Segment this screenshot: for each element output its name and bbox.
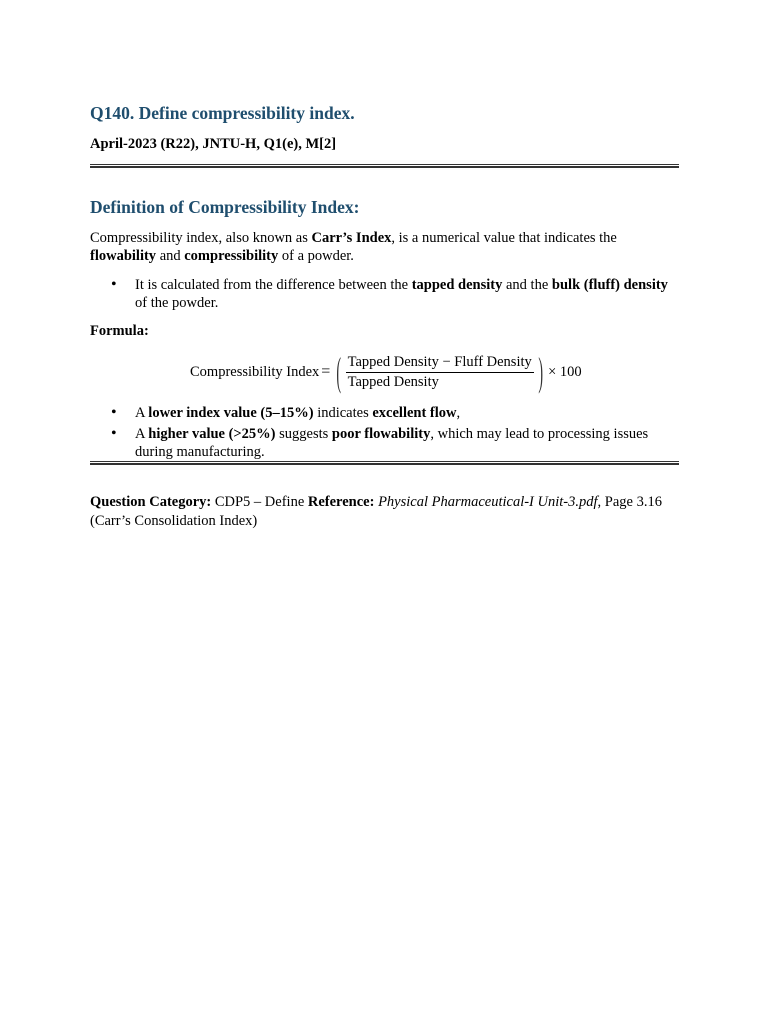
intro-bold-carrs-index: Carr’s Index [311,230,392,246]
bullet1-bold-bulk-density: bulk (fluff) density [551,277,668,293]
divider-bottom [90,461,679,465]
bullet3-text-2: suggests [275,426,332,442]
list-item [90,425,679,461]
bullet3-bold-poor-flowability: poor flowability [331,426,431,442]
intro-bold-flowability: flowability [90,248,157,264]
reference-details: , Page 3.16 (Carr’s Consolidation Index) [90,494,662,529]
formula [190,351,582,393]
bullet1-text-2: and the [502,277,552,293]
reference-file: Physical Pharmaceutical-I Unit-3.pdf [378,494,598,510]
category-value: CDP5 – Define [211,494,308,510]
bullet2-text-1: A [135,405,149,421]
formula-denominator: Tapped Density [347,373,439,390]
intro-text-2: , is a numerical value that indicates the [391,230,617,246]
formula-label: Formula: [90,323,149,339]
bullet-icon: • [111,276,117,293]
category-label: Question Category: [90,494,212,510]
intro-text-1: Compressibility index, also known as [90,230,312,246]
question-footer [90,493,679,531]
interpretation-bullet-list [90,404,679,461]
right-paren-icon: ) [538,349,543,394]
bullet1-text-3: of the powder. [135,295,219,311]
list-item [90,276,679,312]
formula-equals: = [321,363,331,380]
list-item [90,404,679,422]
intro-paragraph [90,229,679,265]
divider-top [90,164,679,168]
section-heading: Definition of Compressibility Index: [90,197,360,217]
bullet3-bold-higher-value: higher value (>25%) [148,426,276,442]
intro-text-4: of a powder. [278,248,354,264]
question-meta: April-2023 (R22), JNTU-H, Q1(e), M[2] [90,136,337,152]
reference-label: Reference: [307,494,375,510]
intro-text-3: and [156,248,185,264]
bullet-icon: • [111,404,117,421]
bullet1-text-1: It is calculated from the difference between the [135,277,412,293]
bullet3-text-1: A [135,426,149,442]
bullet2-text-3: , [456,405,461,421]
bullet3-text-3: , which may lead to processing issues during manufacturing. [135,426,649,460]
left-paren-icon: ( [336,349,342,394]
bullet2-bold-lower-index: lower index value (5–15%) [148,405,314,421]
formula-multiplier: × 100 [548,363,582,380]
bullet-icon: • [111,425,117,442]
calculation-bullet-list [90,276,679,312]
bullet2-text-2: indicates [313,405,373,421]
formula-fraction [346,354,534,391]
bullet1-bold-tapped-density: tapped density [411,277,503,293]
formula-lhs: Compressibility Index [190,363,320,380]
intro-bold-compressibility: compressibility [184,248,279,264]
question-title: Q140. Define compressibility index. [90,103,355,123]
formula-numerator: Tapped Density − Fluff Density [346,354,534,373]
bullet2-bold-excellent-flow: excellent flow [372,405,457,421]
